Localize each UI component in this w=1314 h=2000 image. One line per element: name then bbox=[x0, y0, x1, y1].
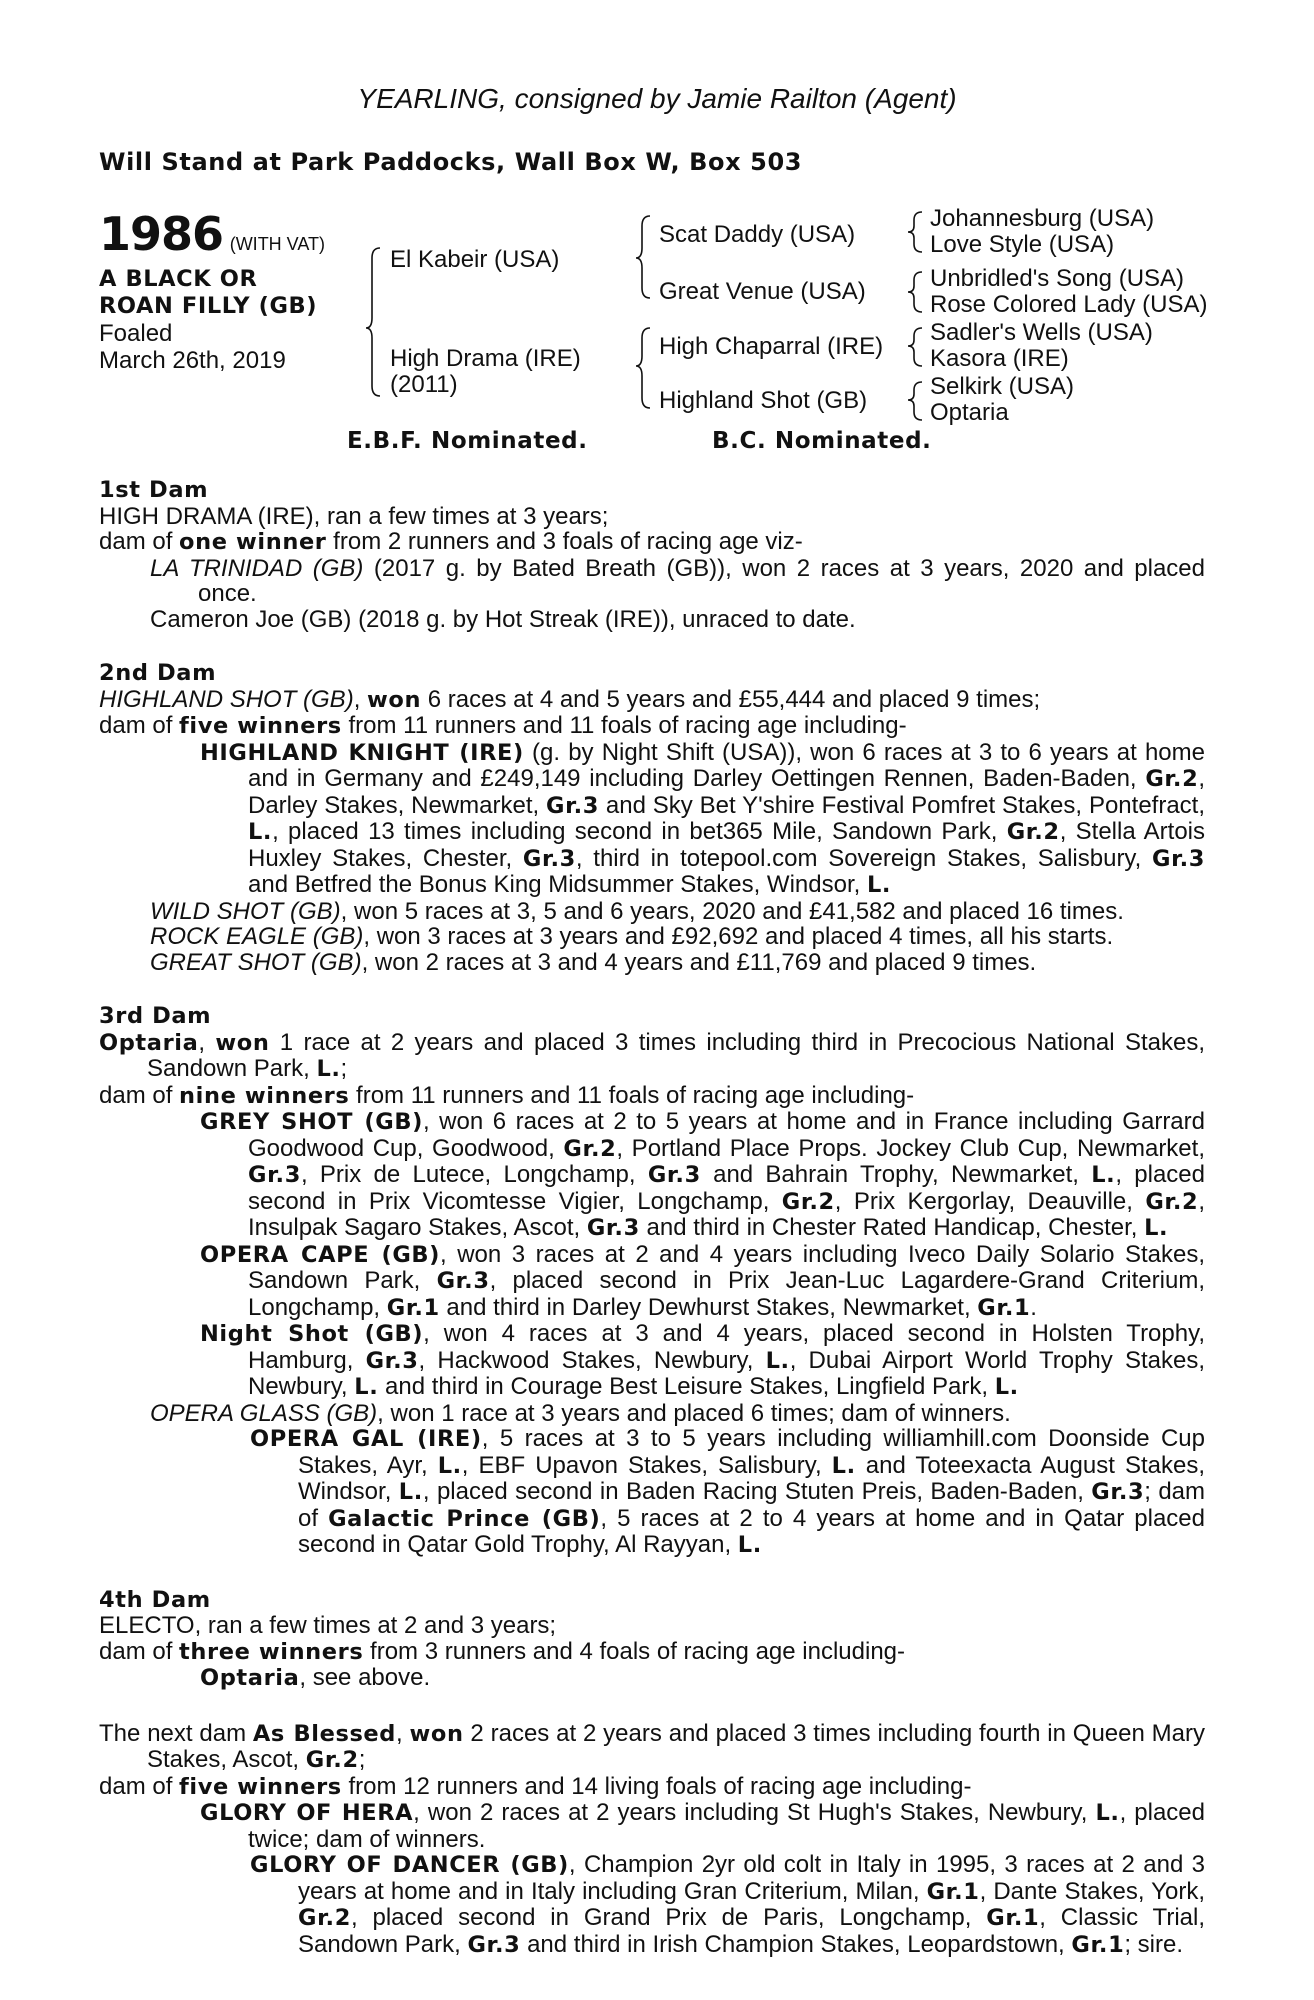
dam-produce-summary: dam of five winners from 11 runners and 11 foals of racing age including- bbox=[99, 712, 907, 739]
page-title: YEARLING, consigned by Jamie Railton (Agent) bbox=[357, 83, 957, 114]
dam-produce-summary: dam of one winner from 2 runners and 3 foals of racing age viz- bbox=[99, 528, 803, 555]
ssd: Love Style (USA) bbox=[930, 231, 1115, 258]
sire: El Kabeir (USA) bbox=[390, 246, 560, 273]
dam-produce-summary: dam of five winners from 12 runners and 14 living foals of racing age including- bbox=[99, 1772, 972, 1800]
section-heading: 3rd Dam bbox=[99, 1003, 212, 1029]
brace-dd bbox=[908, 382, 922, 420]
sss: Johannesburg (USA) bbox=[930, 205, 1155, 232]
dam-record: ELECTO, ran a few times at 2 and 3 years; bbox=[99, 1612, 557, 1639]
next-dam-section bbox=[99, 1721, 1205, 1959]
offspring-entry: GLORY OF HERA, won 2 races at 2 years including St Hugh's Stakes, Newbury, L., placed twice; dam of winners. bbox=[200, 1799, 1205, 1853]
brace-ds bbox=[908, 328, 922, 366]
dam-record: The next dam As Blessed, won 2 races at 2 years and placed 3 times including fourth in Queen Mary Stakes, Ascot, Gr.2; bbox=[99, 1719, 1205, 1773]
pedigree-braces bbox=[0, 0, 1314, 470]
bc-nominated: B.C. Nominated. bbox=[712, 428, 932, 454]
second-dam-section bbox=[99, 661, 1205, 975]
sire-sire: Scat Daddy (USA) bbox=[659, 221, 856, 248]
dam-record: Optaria, won 1 race at 2 years and placed 3 times including third in Precocious National Stakes, Sandown Park, L.; bbox=[99, 1028, 1205, 1082]
dam-year: (2011) bbox=[390, 371, 458, 398]
dam-dam: Highland Shot (GB) bbox=[659, 387, 868, 414]
foaled-label: Foaled bbox=[99, 320, 173, 347]
fourth-dam-section bbox=[99, 1588, 1205, 1692]
brace-ss bbox=[908, 212, 922, 252]
section-heading: 1st Dam bbox=[99, 477, 209, 503]
dam: High Drama (IRE) bbox=[390, 345, 581, 372]
dss: Sadler's Wells (USA) bbox=[930, 319, 1153, 346]
offspring-entry: ROCK EAGLE (GB), won 3 races at 3 years and £92,692 and placed 4 times, all his starts. bbox=[150, 923, 1114, 950]
brace-sd bbox=[908, 272, 922, 312]
offspring-entry: LA TRINIDAD (GB) (2017 g. by Bated Breath (GB)), won 2 races at 3 years, 2020 and placed once. bbox=[150, 554, 1206, 607]
offspring-entry: WILD SHOT (GB), won 5 races at 3, 5 and 6 years, 2020 and £41,582 and placed 16 times. bbox=[150, 897, 1124, 925]
offspring-entry: Cameron Joe (GB) (2018 g. by Hot Streak (IRE)), unraced to date. bbox=[150, 605, 856, 633]
offspring-entry: GREY SHOT (GB), won 6 races at 2 to 5 years at home and in France including Garrard Goodwood Cup, Goodwood, Gr.2, Portland Place Props. Jockey Club Cup, Newmarket, Gr.3, Prix de Lutece, Longchamp, Gr.3 and Bahrain Trophy, Newmarket, L., placed second in Prix Vicomtesse Vigier, Longchamp, Gr.2, Prix Kergorlay, Deauville, Gr.2, Insulpak Sagaro Stakes, Ascot, Gr.3 and third in Chester Rated Handicap, Chester, L. bbox=[200, 1108, 1206, 1241]
ebf-nominated: E.B.F. Nominated. bbox=[347, 428, 588, 454]
brace-sire bbox=[636, 216, 650, 298]
grand-offspring-entry: GLORY OF DANCER (GB), Champion 2yr old colt in Italy in 1995, 3 races at 2 and 3 years at home and in Italy including Gran Criterium, Milan, Gr.1, Dante Stakes, York, Gr.2, placed second in Grand Prix de Paris, Longchamp, Gr.1, Classic Trial, Sandown Park, Gr.3 and third in Irish Champion Stakes, Leopardstown, Gr.1; sire. bbox=[250, 1851, 1206, 1958]
brace-gen1 bbox=[366, 248, 380, 396]
offspring-entry: GREAT SHOT (GB), won 2 races at 3 and 4 years and £11,769 and placed 9 times. bbox=[150, 948, 1037, 976]
offspring-entry: Optaria, see above. bbox=[200, 1664, 431, 1691]
dam-record: HIGHLAND SHOT (GB), won 6 races at 4 and 5 years and £55,444 and placed 9 times; bbox=[99, 685, 1041, 713]
stand-location: Will Stand at Park Paddocks, Wall Box W, Box 503 bbox=[99, 148, 803, 176]
catalogue-text bbox=[99, 478, 1205, 1958]
section-heading: 4th Dam bbox=[99, 1586, 211, 1613]
vat-note: (WITH VAT) bbox=[229, 234, 326, 254]
brace-dam bbox=[636, 328, 650, 408]
offspring-entry: Night Shot (GB), won 4 races at 3 and 4 years, placed second in Holsten Trophy, Hamburg, Gr.3, Hackwood Stakes, Newbury, L., Dubai Airport World Trophy Stakes, Newbury, L. and third in Courage Best Leisure Stakes, Lingfield Park, L. bbox=[200, 1320, 1205, 1400]
foaled-date: March 26th, 2019 bbox=[99, 347, 286, 374]
grand-offspring-entry: OPERA GAL (IRE), 5 races at 3 to 5 years including williamhill.com Doonside Cup Stakes, Ayr, L., EBF Upavon Stakes, Salisbury, L. and Toteexacta August Stakes, Windsor, L., placed second in Baden Racing Stuten Preis, Baden-Baden, Gr.3; dam of Galactic Prince (GB), 5 races at 2 to 4 years at home and in Qatar placed second in Qatar Gold Trophy, Al Rayyan, L. bbox=[250, 1425, 1206, 1558]
section-heading: 2nd Dam bbox=[99, 660, 217, 686]
dam-sire: High Chaparral (IRE) bbox=[659, 333, 884, 360]
dds: Selkirk (USA) bbox=[930, 373, 1075, 400]
ddd: Optaria bbox=[930, 399, 1009, 426]
offspring-entry: OPERA GLASS (GB), won 1 race at 3 years and placed 6 times; dam of winners. bbox=[150, 1399, 1011, 1427]
offspring-entry: OPERA CAPE (GB), won 3 races at 2 and 4 years including Iveco Daily Solario Stakes, Sandown Park, Gr.3, placed second in Prix Jean-Luc Lagardere-Grand Criterium, Longchamp, Gr.1 and third in Darley Dewhurst Stakes, Newmarket, Gr.1. bbox=[200, 1240, 1205, 1321]
first-dam-section bbox=[99, 478, 1205, 632]
sire-dam: Great Venue (USA) bbox=[659, 278, 866, 305]
dam-record: HIGH DRAMA (IRE), ran a few times at 3 years; bbox=[99, 502, 609, 530]
dsd: Kasora (IRE) bbox=[930, 345, 1069, 372]
sdd: Rose Colored Lady (USA) bbox=[930, 291, 1208, 318]
third-dam-section bbox=[99, 1004, 1205, 1559]
dam-produce-summary: dam of three winners from 3 runners and 4 foals of racing age including- bbox=[99, 1637, 905, 1665]
lot-description-1: A BLACK OR bbox=[99, 266, 258, 292]
dam-produce-summary: dam of nine winners from 11 runners and 11 foals of racing age including- bbox=[99, 1081, 915, 1109]
offspring-entry: HIGHLAND KNIGHT (IRE) (g. by Night Shift (USA)), won 6 races at 3 to 6 years at home and in Germany and £249,149 including Darley Oettingen Rennen, Baden-Baden, Gr.2, Darley Stakes, Newmarket, Gr.3 and Sky Bet Y'shire Festival Pomfret Stakes, Pontefract, L., placed 13 times including second in bet365 Mile, Sandown Park, Gr.2, Stella Artois Huxley Stakes, Chester, Gr.3, third in totepool.com Sovereign Stakes, Salisbury, Gr.3 and Betfred the Bonus King Midsummer Stakes, Windsor, L. bbox=[200, 738, 1206, 898]
lot-number: 1986 bbox=[99, 207, 224, 261]
sds: Unbridled's Song (USA) bbox=[930, 265, 1185, 292]
lot-description-2: ROAN FILLY (GB) bbox=[99, 293, 318, 319]
